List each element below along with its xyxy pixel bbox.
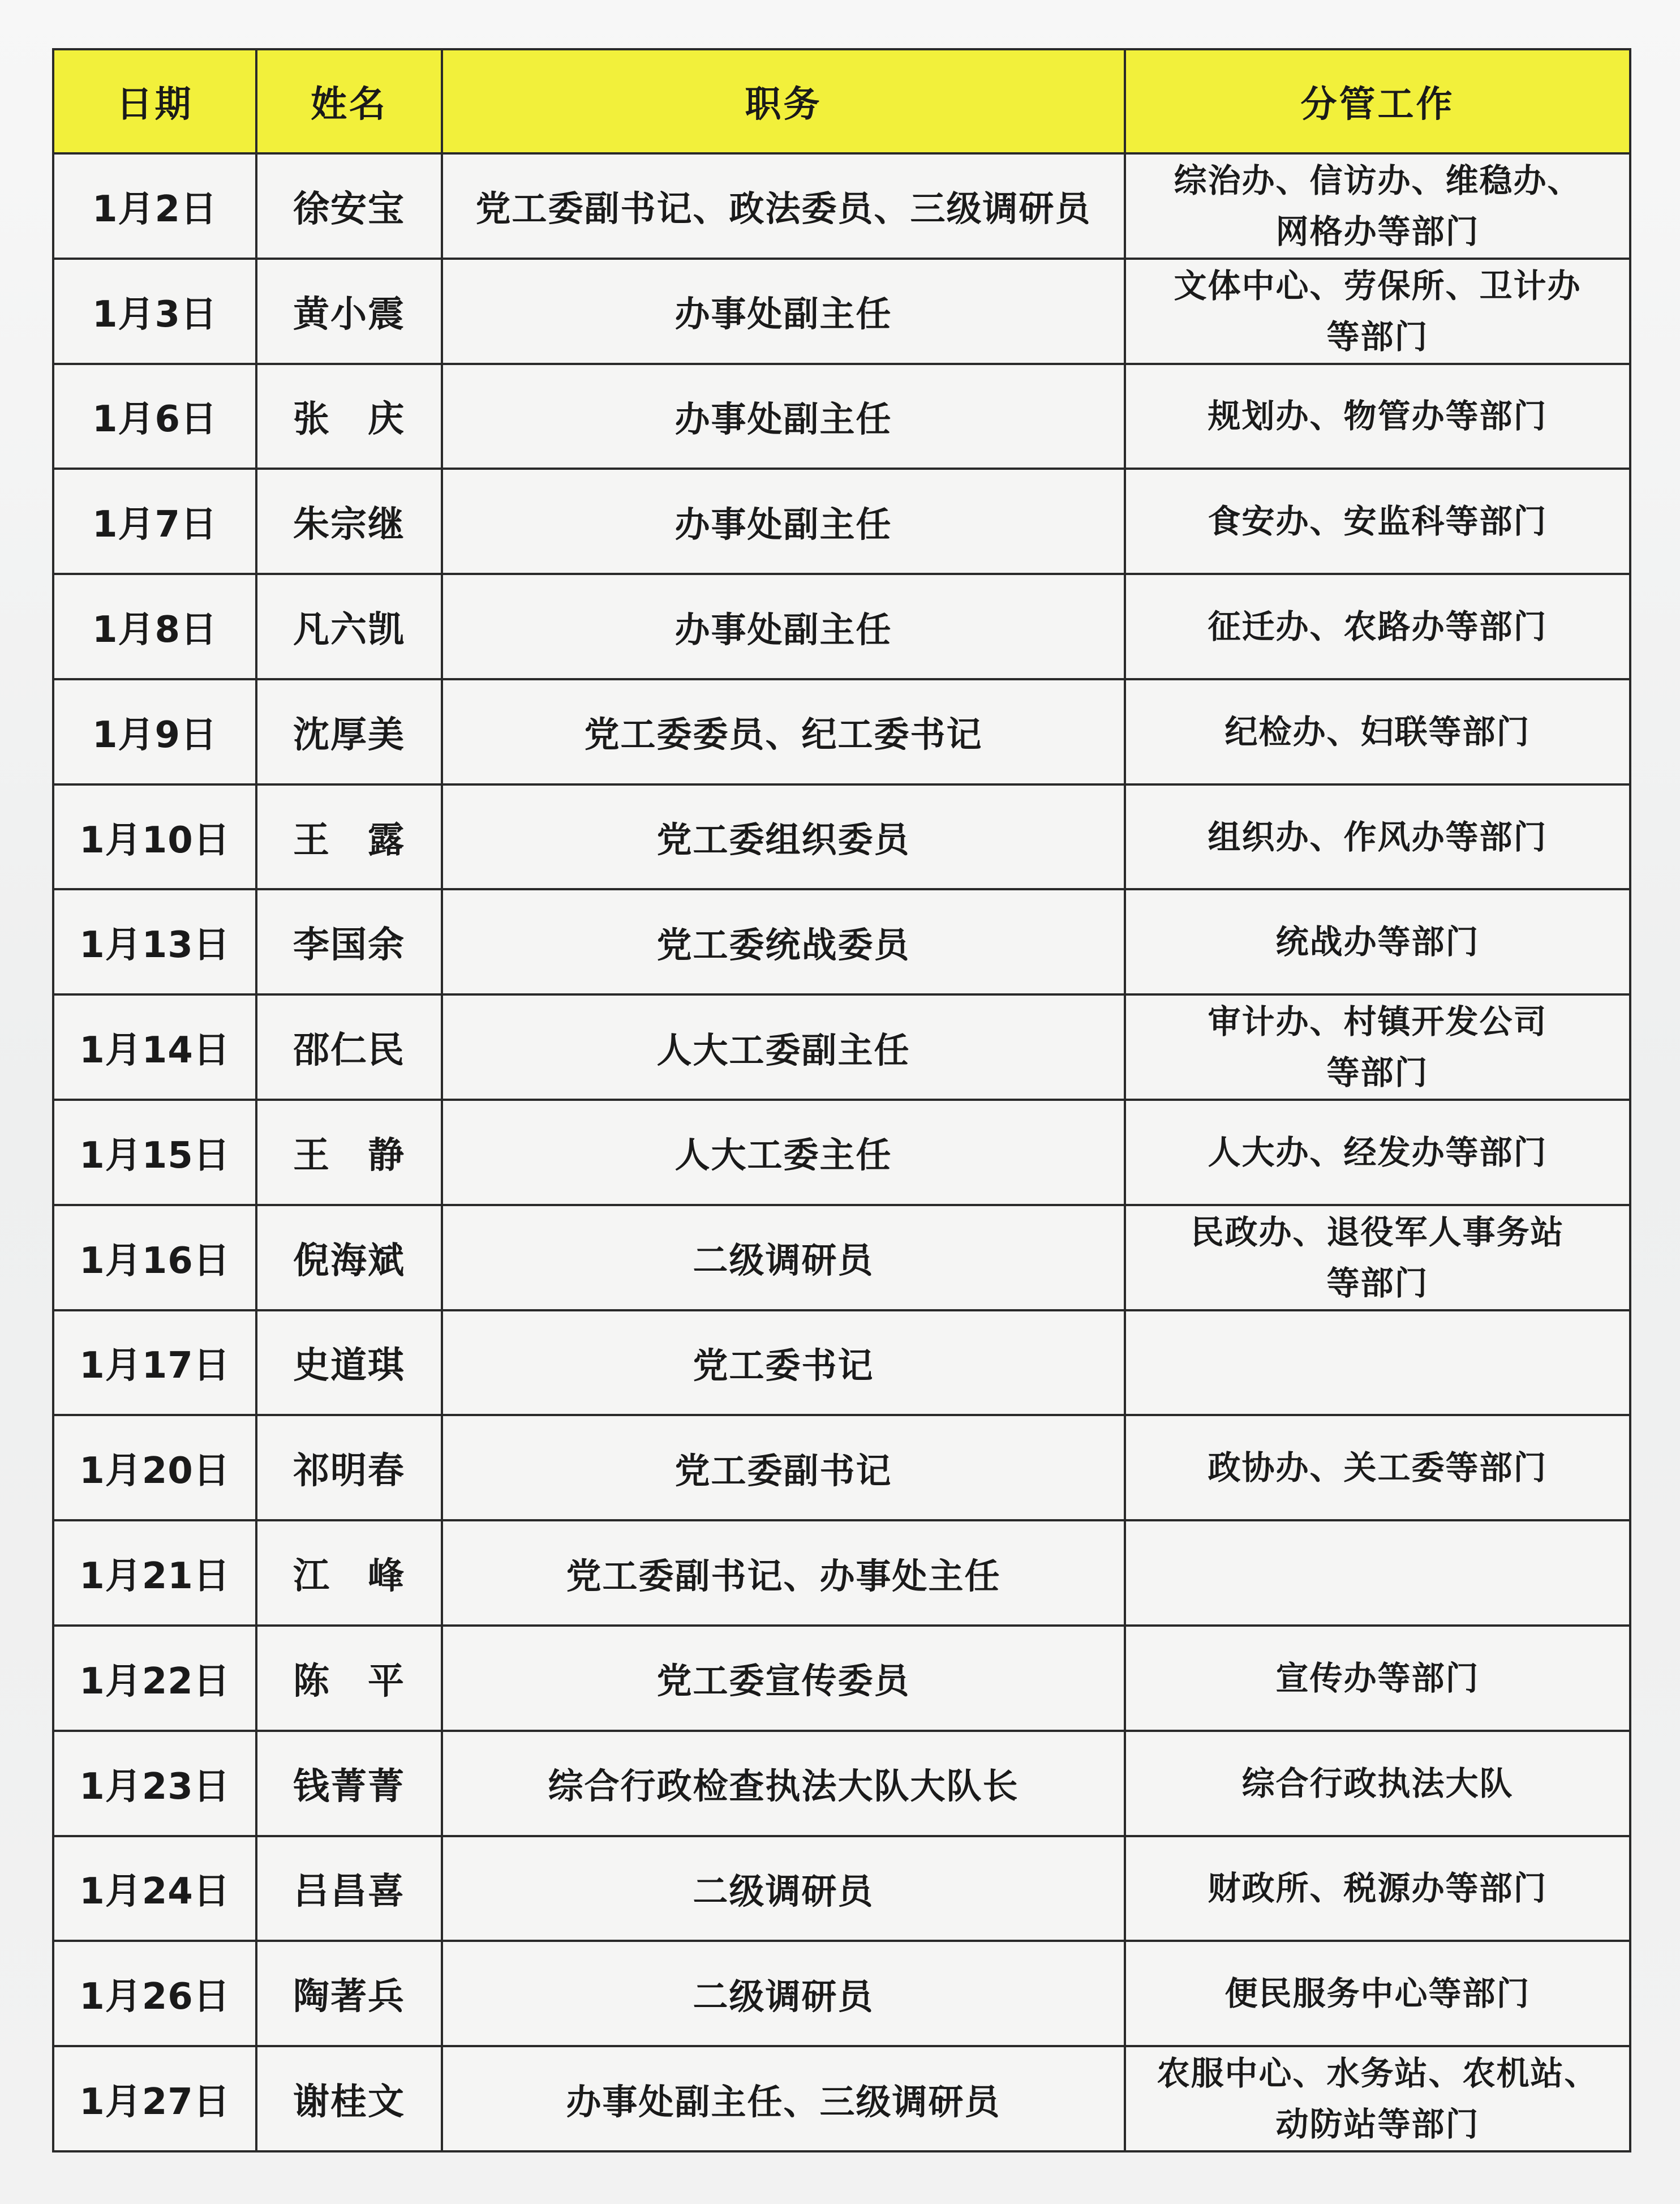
date-cell: 1月16日 bbox=[53, 1205, 256, 1310]
table-row bbox=[53, 469, 1630, 574]
name-cell: 黄小震 bbox=[256, 259, 442, 364]
duty-cell: 办事处副主任 bbox=[442, 259, 1125, 364]
table-row bbox=[53, 574, 1630, 679]
table-row bbox=[53, 259, 1630, 364]
duty-cell: 党工委书记 bbox=[442, 1310, 1125, 1416]
date-cell: 1月17日 bbox=[53, 1310, 256, 1416]
header-name: 姓名 bbox=[256, 49, 442, 153]
dept-line: 组织办、作风办等部门 bbox=[1208, 817, 1548, 856]
duty-schedule-table bbox=[52, 48, 1631, 2152]
dept-cell bbox=[1125, 1731, 1630, 1836]
dept-cell bbox=[1125, 1941, 1630, 2046]
dept-cell bbox=[1125, 259, 1630, 364]
date-cell: 1月2日 bbox=[53, 153, 256, 259]
date-cell: 1月20日 bbox=[53, 1415, 256, 1520]
name-cell: 史道琪 bbox=[256, 1310, 442, 1416]
date-cell: 1月6日 bbox=[53, 364, 256, 469]
table-row bbox=[53, 364, 1630, 469]
dept-cell bbox=[1125, 889, 1630, 994]
duty-cell: 党工委副书记、办事处主任 bbox=[442, 1520, 1125, 1626]
duty-cell: 党工委副书记、政法委员、三级调研员 bbox=[442, 153, 1125, 259]
table-row bbox=[53, 889, 1630, 994]
header-dept: 分管工作 bbox=[1125, 49, 1630, 153]
dept-cell bbox=[1125, 1836, 1630, 1941]
dept-line: 便民服务中心等部门 bbox=[1224, 1974, 1531, 2013]
table-row bbox=[53, 2046, 1630, 2151]
date-cell: 1月7日 bbox=[53, 469, 256, 574]
table-row bbox=[53, 679, 1630, 784]
date-cell: 1月3日 bbox=[53, 259, 256, 364]
date-cell: 1月23日 bbox=[53, 1731, 256, 1836]
dept-line: 财政所、税源办等部门 bbox=[1208, 1869, 1548, 1908]
name-cell: 钱菁菁 bbox=[256, 1731, 442, 1836]
duty-cell: 办事处副主任、三级调研员 bbox=[442, 2046, 1125, 2151]
date-cell: 1月21日 bbox=[53, 1520, 256, 1626]
dept-cell bbox=[1125, 364, 1630, 469]
duty-cell: 办事处副主任 bbox=[442, 469, 1125, 574]
table-row bbox=[53, 1520, 1630, 1626]
dept-line: 等部门 bbox=[1326, 317, 1429, 356]
date-cell: 1月27日 bbox=[53, 2046, 256, 2151]
dept-line: 人大办、经发办等部门 bbox=[1208, 1133, 1548, 1172]
dept-cell bbox=[1125, 153, 1630, 259]
table-row bbox=[53, 1836, 1630, 1941]
dept-line: 食安办、安监科等部门 bbox=[1208, 502, 1548, 541]
date-cell: 1月9日 bbox=[53, 679, 256, 784]
name-cell: 谢桂文 bbox=[256, 2046, 442, 2151]
table-header bbox=[53, 49, 1630, 153]
dept-line: 农服中心、水务站、农机站、 bbox=[1157, 2054, 1599, 2093]
date-cell: 1月13日 bbox=[53, 889, 256, 994]
table-row bbox=[53, 1100, 1630, 1205]
dept-cell bbox=[1125, 1520, 1630, 1626]
dept-cell bbox=[1125, 679, 1630, 784]
duty-cell: 党工委副书记 bbox=[442, 1415, 1125, 1520]
duty-cell: 人大工委主任 bbox=[442, 1100, 1125, 1205]
dept-cell bbox=[1125, 1626, 1630, 1731]
schedule-sheet bbox=[52, 48, 1629, 2152]
name-cell: 江 峰 bbox=[256, 1520, 442, 1626]
name-cell: 陈 平 bbox=[256, 1626, 442, 1731]
name-cell: 祁明春 bbox=[256, 1415, 442, 1520]
duty-cell: 二级调研员 bbox=[442, 1205, 1125, 1310]
date-cell: 1月26日 bbox=[53, 1941, 256, 2046]
dept-line: 网格办等部门 bbox=[1275, 212, 1480, 251]
dept-cell bbox=[1125, 1205, 1630, 1310]
table-row bbox=[53, 1731, 1630, 1836]
table-row bbox=[53, 1626, 1630, 1731]
duty-cell: 综合行政检查执法大队大队长 bbox=[442, 1731, 1125, 1836]
dept-line: 纪检办、妇联等部门 bbox=[1224, 712, 1531, 751]
table-row bbox=[53, 784, 1630, 890]
duty-cell: 办事处副主任 bbox=[442, 574, 1125, 679]
header-row bbox=[53, 49, 1630, 153]
date-cell: 1月24日 bbox=[53, 1836, 256, 1941]
name-cell: 沈厚美 bbox=[256, 679, 442, 784]
table-row bbox=[53, 1205, 1630, 1310]
name-cell: 王 静 bbox=[256, 1100, 442, 1205]
dept-cell bbox=[1125, 1100, 1630, 1205]
duty-cell: 二级调研员 bbox=[442, 1836, 1125, 1941]
name-cell: 李国余 bbox=[256, 889, 442, 994]
dept-line: 等部门 bbox=[1326, 1263, 1429, 1302]
dept-cell bbox=[1125, 469, 1630, 574]
date-cell: 1月14日 bbox=[53, 994, 256, 1100]
dept-line: 规划办、物管办等部门 bbox=[1208, 397, 1548, 436]
dept-line: 等部门 bbox=[1326, 1053, 1429, 1092]
dept-line: 审计办、村镇开发公司 bbox=[1208, 1002, 1548, 1041]
dept-cell bbox=[1125, 2046, 1630, 2151]
date-cell: 1月8日 bbox=[53, 574, 256, 679]
dept-cell bbox=[1125, 1415, 1630, 1520]
name-cell: 张 庆 bbox=[256, 364, 442, 469]
duty-cell: 人大工委副主任 bbox=[442, 994, 1125, 1100]
date-cell: 1月15日 bbox=[53, 1100, 256, 1205]
dept-cell bbox=[1125, 994, 1630, 1100]
name-cell: 吕昌喜 bbox=[256, 1836, 442, 1941]
dept-line: 宣传办等部门 bbox=[1275, 1658, 1480, 1697]
date-cell: 1月22日 bbox=[53, 1626, 256, 1731]
name-cell: 凡六凯 bbox=[256, 574, 442, 679]
dept-line: 统战办等部门 bbox=[1275, 923, 1480, 962]
header-date: 日期 bbox=[53, 49, 256, 153]
duty-cell: 党工委宣传委员 bbox=[442, 1626, 1125, 1731]
name-cell: 王 露 bbox=[256, 784, 442, 890]
dept-line: 文体中心、劳保所、卫计办 bbox=[1174, 266, 1582, 305]
table-row bbox=[53, 1310, 1630, 1416]
table-row bbox=[53, 1415, 1630, 1520]
dept-cell bbox=[1125, 574, 1630, 679]
dept-cell bbox=[1125, 1310, 1630, 1416]
name-cell: 陶著兵 bbox=[256, 1941, 442, 2046]
duty-cell: 党工委委员、纪工委书记 bbox=[442, 679, 1125, 784]
header-duty: 职务 bbox=[442, 49, 1125, 153]
duty-cell: 党工委统战委员 bbox=[442, 889, 1125, 994]
duty-cell: 党工委组织委员 bbox=[442, 784, 1125, 890]
name-cell: 徐安宝 bbox=[256, 153, 442, 259]
duty-cell: 二级调研员 bbox=[442, 1941, 1125, 2046]
name-cell: 倪海斌 bbox=[256, 1205, 442, 1310]
dept-cell bbox=[1125, 784, 1630, 890]
name-cell: 朱宗继 bbox=[256, 469, 442, 574]
table-body bbox=[53, 153, 1630, 2151]
dept-line: 综治办、信访办、维稳办、 bbox=[1174, 161, 1582, 200]
dept-line: 动防站等部门 bbox=[1275, 2105, 1480, 2144]
dept-line: 民政办、退役军人事务站 bbox=[1191, 1212, 1565, 1251]
table-row bbox=[53, 153, 1630, 259]
dept-line: 综合行政执法大队 bbox=[1241, 1764, 1514, 1803]
table-row bbox=[53, 1941, 1630, 2046]
dept-line: 征迁办、农路办等部门 bbox=[1208, 607, 1548, 646]
date-cell: 1月10日 bbox=[53, 784, 256, 890]
name-cell: 邵仁民 bbox=[256, 994, 442, 1100]
table-row bbox=[53, 994, 1630, 1100]
dept-line: 政协办、关工委等部门 bbox=[1208, 1448, 1548, 1487]
duty-cell: 办事处副主任 bbox=[442, 364, 1125, 469]
